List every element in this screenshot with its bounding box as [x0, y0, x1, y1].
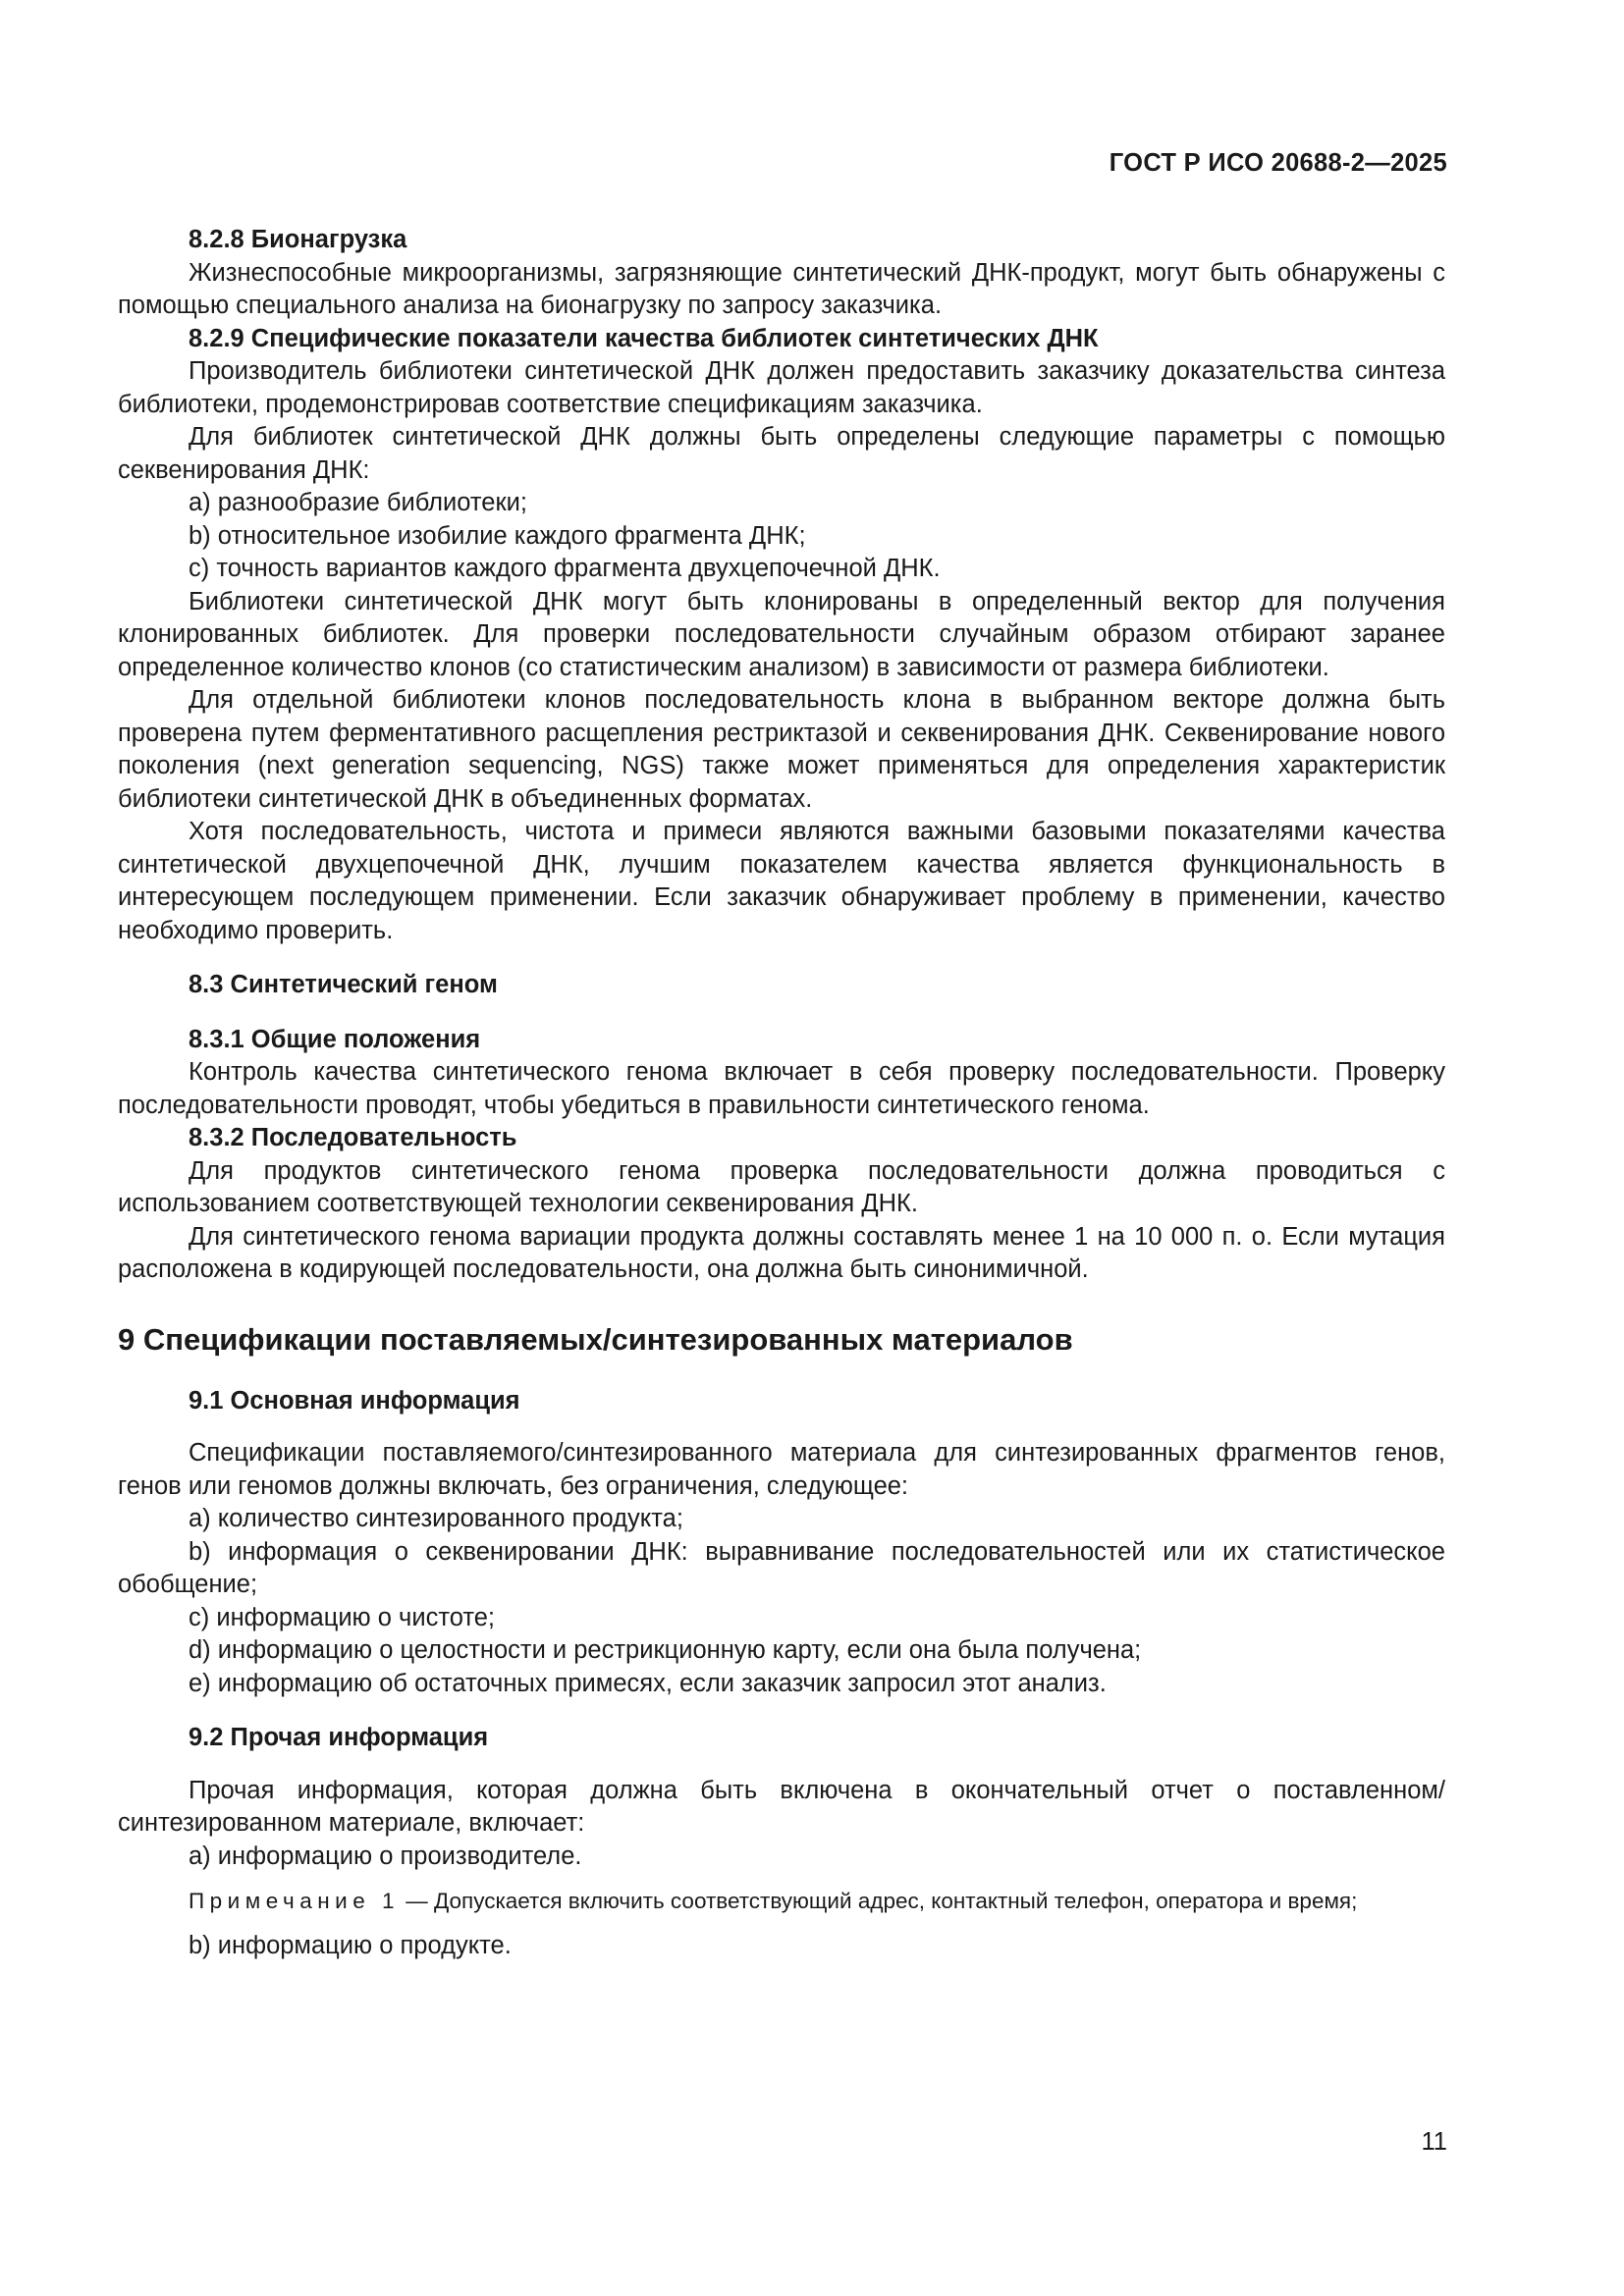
list-item: a) информацию о производителе. [189, 1842, 582, 1870]
paragraph: Производитель библиотеки синтетической ДНК должен предоставить заказчику доказательства синтеза библиотеки, продемонстрировав соответствие спецификациям заказчика. [118, 357, 1445, 418]
heading-8-3: 8.3 Синтетический геном [189, 971, 498, 998]
heading-9-2: 9.2 Прочая информация [189, 1724, 489, 1751]
list-item: d) информацию о целостности и рестрикционную карту, если она была получена; [189, 1636, 1142, 1664]
list-item: c) информацию о чистоте; [189, 1603, 495, 1631]
list-item: b) информацию о продукте. [189, 1932, 512, 1959]
heading-8-2-9: 8.2.9 Специфические показатели качества библиотек синтетических ДНК [189, 324, 1099, 352]
note-text: — Допускается включить соответствующий адрес, контактный телефон, оператора и время; [400, 1889, 1358, 1913]
list-item: a) количество синтезированного продукта; [189, 1505, 683, 1532]
heading-8-3-1: 8.3.1 Общие положения [189, 1025, 481, 1053]
document-id-header: ГОСТ Р ИСО 20688-2—2025 [1109, 149, 1447, 177]
paragraph: Прочая информация, которая должна быть включена в окончательный отчет о поставленном/синтезированном материале, включает: [118, 1776, 1445, 1837]
paragraph: Для продуктов синтетического генома проверка последовательности должна проводиться с использованием соответствующей технологии секвенирования ДНК. [118, 1156, 1445, 1217]
paragraph: Жизнеспособные микроорганизмы, загрязняющие синтетический ДНК-продукт, могут быть обнаружены с помощью специального анализа на бионагрузку по запросу заказчика. [118, 258, 1445, 319]
paragraph: Для синтетического генома вариации продукта должны составлять менее 1 на 10 000 п. о. Если мутация расположена в кодирующей последовательности, она должна быть синонимичной. [118, 1222, 1445, 1283]
list-item: b) информация о секвенировании ДНК: выравнивание последовательностей или их статистическое обобщение; [118, 1537, 1445, 1598]
paragraph: Библиотеки синтетической ДНК могут быть клонированы в определенный вектор для получения клонированных библиотек. Для проверки последовательности случайным образом отбирают заранее определенное количество клонов (со статистическим анализом) в зависимости от размера библиотеки. [118, 587, 1445, 681]
list-item: a) разнообразие библиотеки; [189, 489, 527, 516]
heading-9-1: 9.1 Основная информация [189, 1386, 520, 1415]
heading-9: 9 Спецификации поставляемых/синтезированных материалов [118, 1321, 1073, 1357]
note [118, 1887, 1445, 1916]
paragraph: Контроль качества синтетического генома включает в себя проверку последовательности. Проверку последовательности проводят, чтобы убедиться в правильности синтетического генома. [118, 1058, 1445, 1119]
list-item: b) относительное изобилие каждого фрагмента ДНК; [189, 521, 806, 550]
page-body [118, 224, 1445, 1963]
heading-8-3-2: 8.3.2 Последовательность [189, 1124, 517, 1151]
page-number: 11 [1421, 2128, 1447, 2156]
paragraph: Хотя последовательность, чистота и примеси являются важными базовыми показателями качества синтетической двухцепочечной ДНК, лучшим показателем качества является функциональность в интересующем последующем применении. Если заказчик обнаруживает проблему в применении, качество необходимо проверить. [118, 818, 1445, 944]
heading-8-2-8: 8.2.8 Бионагрузка [189, 226, 407, 253]
list-item: c) точность вариантов каждого фрагмента двухцепочечной ДНК. [189, 555, 941, 582]
list-item: e) информацию об остаточных примесях, если заказчик запросил этот анализ. [189, 1669, 1107, 1697]
paragraph: Для отдельной библиотеки клонов последовательность клона в выбранном векторе должна быть проверена путем ферментативного расщепления рестриктазой и секвенирования ДНК. Секвенирование нового поколения (next generation sequencing, NGS) также может применяться для определения характеристик библиотеки синтетической ДНК в объединенных форматах. [118, 686, 1445, 813]
note-label: Примечание 1 [189, 1889, 400, 1913]
paragraph: Для библиотек синтетической ДНК должны быть определены следующие параметры с помощью секвенирования ДНК: [118, 423, 1445, 484]
paragraph: Спецификации поставляемого/синтезированного материала для синтезированных фрагментов генов, генов или геномов должны включать, без ограничения, следующее: [118, 1439, 1445, 1500]
